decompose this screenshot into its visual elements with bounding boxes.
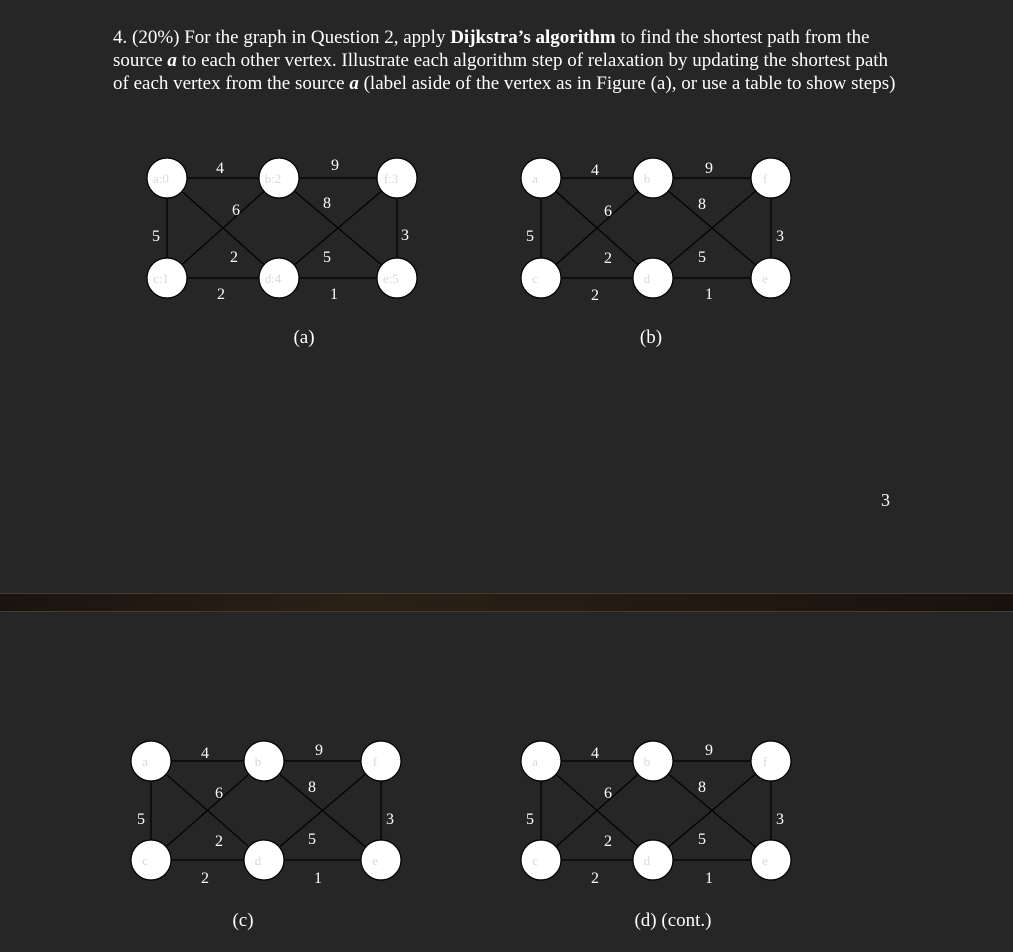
question-number: 4. — [113, 27, 128, 48]
vertex-label-f: f:3 — [383, 171, 399, 186]
edge-weight-b-f: 9 — [705, 742, 713, 759]
edge-weight-a-b: 4 — [201, 745, 209, 762]
vertex-d — [633, 258, 673, 298]
vertex-label-b: b — [254, 754, 262, 769]
edge-weight-c-d: 2 — [591, 870, 599, 887]
vertex-d — [244, 840, 284, 880]
vertex-c — [521, 258, 561, 298]
vertex-label-b: b:2 — [264, 171, 282, 186]
vertex-a — [521, 158, 561, 198]
edge-weight-a-c: 5 — [526, 228, 534, 245]
vertex-b — [244, 741, 284, 781]
vertex-label-f: f — [762, 754, 768, 769]
edge-weight-c-d: 2 — [591, 287, 599, 304]
edge-weight-d-f: 5 — [698, 831, 706, 848]
figure-caption: (a) — [293, 327, 315, 348]
vertex-label-f: f — [762, 171, 768, 186]
edge-weight-b-e: 8 — [698, 779, 706, 796]
edge-weight-a-d: 6 — [604, 203, 612, 220]
edge-weight-c-d: 2 — [217, 286, 225, 303]
vertex-c — [131, 840, 171, 880]
vertex-f — [751, 158, 791, 198]
edge-weight-d-f: 5 — [323, 249, 331, 266]
edge-weight-a-d: 6 — [215, 785, 223, 802]
vertex-e — [361, 840, 401, 880]
edge-weight-f-e: 3 — [401, 227, 409, 244]
source-vertex: a — [167, 50, 177, 71]
page-number: 3 — [881, 490, 890, 510]
question-part4: (label aside of the vertex as in Figure (a), or use a table to show steps) — [363, 73, 896, 94]
vertex-label-d: d — [643, 853, 651, 868]
edge-weight-b-c: 2 — [215, 833, 223, 850]
edge-weight-b-e: 8 — [308, 779, 316, 796]
vertex-label-e: e:5 — [383, 271, 399, 286]
vertex-e — [751, 258, 791, 298]
question-part1: For the graph in Question 2, apply — [184, 27, 446, 48]
edge-weight-d-e: 1 — [705, 870, 713, 887]
vertex-c — [521, 840, 561, 880]
edge-weight-a-c: 5 — [152, 228, 160, 245]
edge-weight-b-f: 9 — [705, 160, 713, 177]
vertex-f — [361, 741, 401, 781]
vertex-label-f: f — [372, 754, 378, 769]
edge-weight-d-e: 1 — [314, 870, 322, 887]
vertex-b — [633, 158, 673, 198]
edge-weight-b-c: 2 — [604, 250, 612, 267]
source-vertex-2: a — [349, 73, 359, 94]
vertex-label-c: c — [142, 853, 148, 868]
edge-weight-b-e: 8 — [698, 196, 706, 213]
vertex-f — [751, 741, 791, 781]
vertex-label-c: c — [532, 853, 538, 868]
edge-weight-a-c: 5 — [526, 811, 534, 828]
vertex-b — [633, 741, 673, 781]
edge-weight-d-f: 5 — [698, 249, 706, 266]
vertex-label-c: c — [532, 271, 538, 286]
edge-weight-a-b: 4 — [591, 745, 599, 762]
edge-weight-a-b: 4 — [591, 162, 599, 179]
vertex-label-c: c:1 — [153, 271, 169, 286]
graph-figure-3 — [131, 741, 401, 931]
vertex-label-b: b — [643, 171, 651, 186]
vertex-label-d: d — [254, 853, 262, 868]
edge-weight-d-e: 1 — [330, 286, 338, 303]
algorithm-name: Dijkstra’s algorithm — [450, 27, 616, 48]
graph-figure-2 — [521, 158, 791, 348]
edge-weight-d-e: 1 — [705, 286, 713, 303]
edge-weight-a-c: 5 — [137, 811, 145, 828]
figure-caption: (b) — [639, 327, 663, 348]
edge-weight-a-d: 6 — [604, 785, 612, 802]
edge-weight-b-f: 9 — [331, 157, 339, 174]
vertex-label-a: a — [142, 754, 148, 769]
edge-weight-b-f: 9 — [315, 742, 323, 759]
edge-weight-b-e: 8 — [323, 195, 331, 212]
vertex-label-e: e — [372, 853, 378, 868]
figure-caption: (d) (cont.) — [634, 910, 712, 931]
edge-weight-f-e: 3 — [776, 228, 784, 245]
edge-weight-a-d: 6 — [232, 202, 240, 219]
edge-weight-c-d: 2 — [201, 870, 209, 887]
graph-figure-1 — [147, 157, 417, 348]
vertex-label-b: b — [643, 754, 651, 769]
vertex-label-d: d:4 — [264, 271, 282, 286]
edge-weight-f-e: 3 — [776, 811, 784, 828]
vertex-label-d: d — [643, 271, 651, 286]
question-part2: to find the shortest path from the source — [113, 27, 870, 71]
figure-caption: (c) — [232, 910, 254, 931]
vertex-label-a: a:0 — [153, 171, 169, 186]
edge-weight-f-e: 3 — [386, 811, 394, 828]
graph-figure-4 — [521, 741, 791, 931]
edge-weight-d-f: 5 — [308, 831, 316, 848]
vertex-e — [751, 840, 791, 880]
vertex-label-e: e — [762, 853, 768, 868]
vertex-label-e: e — [762, 271, 768, 286]
edge-weight-b-c: 2 — [230, 249, 238, 266]
edge-weight-b-c: 2 — [604, 833, 612, 850]
question-points: (20%) — [132, 27, 180, 48]
vertex-a — [131, 741, 171, 781]
vertex-label-a: a — [532, 171, 538, 186]
vertex-a — [521, 741, 561, 781]
vertex-d — [633, 840, 673, 880]
question-part3: to each other vertex. Illustrate each algorithm step of relaxation by updating the shortest path of each vertex from the source — [113, 50, 889, 94]
edge-weight-a-b: 4 — [216, 160, 224, 177]
vertex-label-a: a — [532, 754, 538, 769]
